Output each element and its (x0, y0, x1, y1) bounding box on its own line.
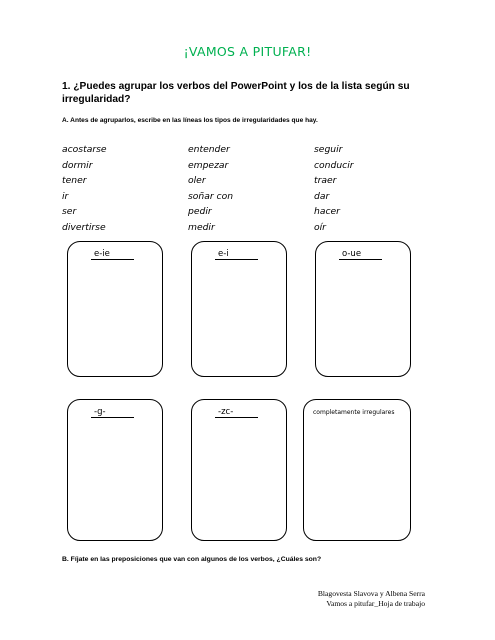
group-label-irregular: completamente irregulares (313, 409, 403, 417)
group-label-o-ue: o-ue (339, 249, 382, 260)
verb-item: ir (62, 190, 69, 202)
group-label-zc: -zc- (215, 407, 258, 418)
verb-item: tener (62, 175, 87, 187)
group-box-e-i[interactable] (191, 241, 287, 377)
verb-item: medir (188, 221, 215, 233)
verb-item: oler (188, 175, 206, 187)
verb-list (62, 142, 440, 236)
verb-item: ser (62, 206, 77, 218)
group-box-zc[interactable] (191, 399, 287, 541)
verb-column-2 (188, 142, 314, 236)
verb-item: soñar con (188, 190, 234, 202)
question-1-line-2: irregularidad? (62, 94, 131, 105)
group-label-g: -g- (91, 407, 134, 418)
footer-authors: Blagovesta Slavova y Albena Serra (317, 589, 425, 598)
verb-item: seguir (314, 144, 343, 155)
verb-item: empezar (188, 159, 229, 171)
question-1-line-1: 1. ¿Puedes agrupar los verbos del PowerPoint y los de la lista según su (62, 81, 410, 92)
verb-item: oír (314, 221, 326, 233)
group-label-e-ie: e-ie (91, 249, 134, 260)
footer (318, 589, 425, 609)
group-label-e-i: e-i (215, 249, 258, 260)
group-box-e-ie[interactable] (67, 241, 163, 377)
verb-item: entender (188, 144, 230, 155)
instruction-b: B. Fíjate en las preposiciones que van con algunos de los verbos, ¿Cuáles son? (62, 556, 322, 563)
verb-item: acostarse (62, 144, 107, 155)
verb-item: hacer (314, 206, 340, 218)
verb-item: pedir (188, 206, 212, 218)
worksheet-title: ¡VAMOS A PITUFAR! (183, 44, 312, 59)
verb-item: traer (314, 175, 337, 187)
question-1 (62, 80, 435, 106)
instruction-a: A. Antes de agruparlos, escribe en las líneas los tipos de irregularidades que hay. (62, 117, 318, 124)
verb-item: conducir (314, 159, 354, 171)
group-box-g[interactable] (67, 399, 163, 541)
verb-item: dormir (62, 159, 93, 171)
verb-column-1 (62, 142, 188, 236)
group-box-o-ue[interactable] (315, 241, 411, 377)
footer-doc-name: Vamos a pitufar_Hoja de trabajo (326, 599, 425, 608)
verb-column-3 (314, 142, 440, 236)
verb-item: dar (314, 190, 330, 202)
verb-item: divertirse (62, 221, 106, 233)
group-box-irregular[interactable] (303, 399, 411, 541)
